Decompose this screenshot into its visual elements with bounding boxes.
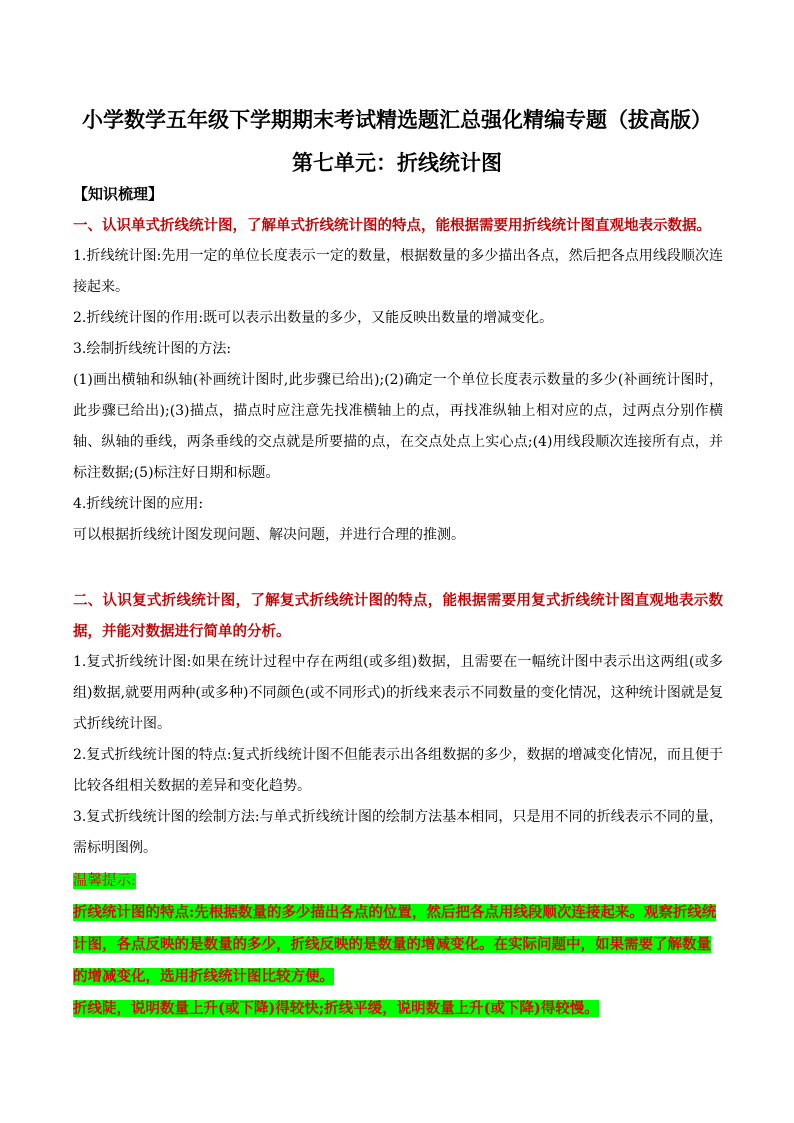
part1-paragraph-5: 4.折线统计图的应用: [73,496,204,512]
tips-text-1: 折线统计图的特点:先根据数量的多少描出各点的位置，然后把各点用线段顺次连接起来。观察折线统计图，各点反映的是数量的多少，折线反映的是数量的增减变化。在实际问题中，如果需要了解数量的增减变化，选用折线统计图比较方便。 [73,904,717,985]
part2-paragraph-3: 3.复式折线统计图的绘制方法:与单式折线统计图的绘制方法基本相同，只是用不同的折线表示不同的量，需标明图例。 [73,809,723,856]
tips-label: 温馨提示: [73,873,136,889]
part2-paragraph-2: 2.复式折线统计图的特点:复式折线统计图不但能表示出各组数据的多少，数据的增减变化情况，而且便于比较各组相关数据的差异和变化趋势。 [73,747,723,794]
document-title: 小学数学五年级下学期期末考试精选题汇总强化精编专题（拔高版） [82,107,712,132]
part2-paragraph-1: 1.复式折线统计图:如果在统计过程中存在两组(或多组)数据，且需要在一幅统计图中表示出这两组(或多组)数据,就要用两种(或多种)不同颜色(或不同形式)的折线来表示不同数量的变化情况，这种统计图就是复式折线统计图。 [73,654,723,732]
part1-paragraph-1: 1.折线统计图:先用一定的单位长度表示一定的数量，根据数量的多少描出各点，然后把各点用线段顺次连接起来。 [73,248,723,295]
part1-paragraph-3: 3.绘制折线统计图的方法: [73,341,232,357]
part1-paragraph-4: (1)画出横轴和纵轴(补画统计图时,此步骤已给出);(2)确定一个单位长度表示数量的多少(补画统计图时，此步骤已给出);(3)描点，描点时应注意先找准横轴上的点，再找准纵轴上相对应的点，过两点分别作横轴、纵轴的垂线，两条垂线的交点就是所要描的点，在交点处点上实心点;(4)用线段顺次连接所有点，并标注数据;(5)标注好日期和标题。 [73,372,723,481]
unit-subtitle: 第七单元：折线统计图 [292,150,502,175]
part2-block [73,585,723,864]
knowledge-section-label: 【知识梳理】 [73,185,164,203]
part1-block [73,210,723,551]
part1-paragraph-6: 可以根据折线统计图发现问题、解决问题，并进行合理的推测。 [73,527,465,543]
tips-block [73,865,725,1025]
tips-text-2: 折线陡，说明数量上升(或下降)得较快;折线平缓，说明数量上升(或下降)得较慢。 [73,1000,599,1017]
part1-paragraph-2: 2.折线统计图的作用:既可以表示出数量的多少，又能反映出数量的增减变化。 [73,310,554,326]
part2-heading: 二、认识复式折线统计图，了解复式折线统计图的特点，能根据需要用复式折线统计图直观地表示数据，并能对数据进行简单的分析。 [73,592,723,640]
part1-heading: 一、认识单式折线统计图，了解单式折线统计图的特点，能根据需要用折线统计图直观地表示数据。 [73,217,711,234]
